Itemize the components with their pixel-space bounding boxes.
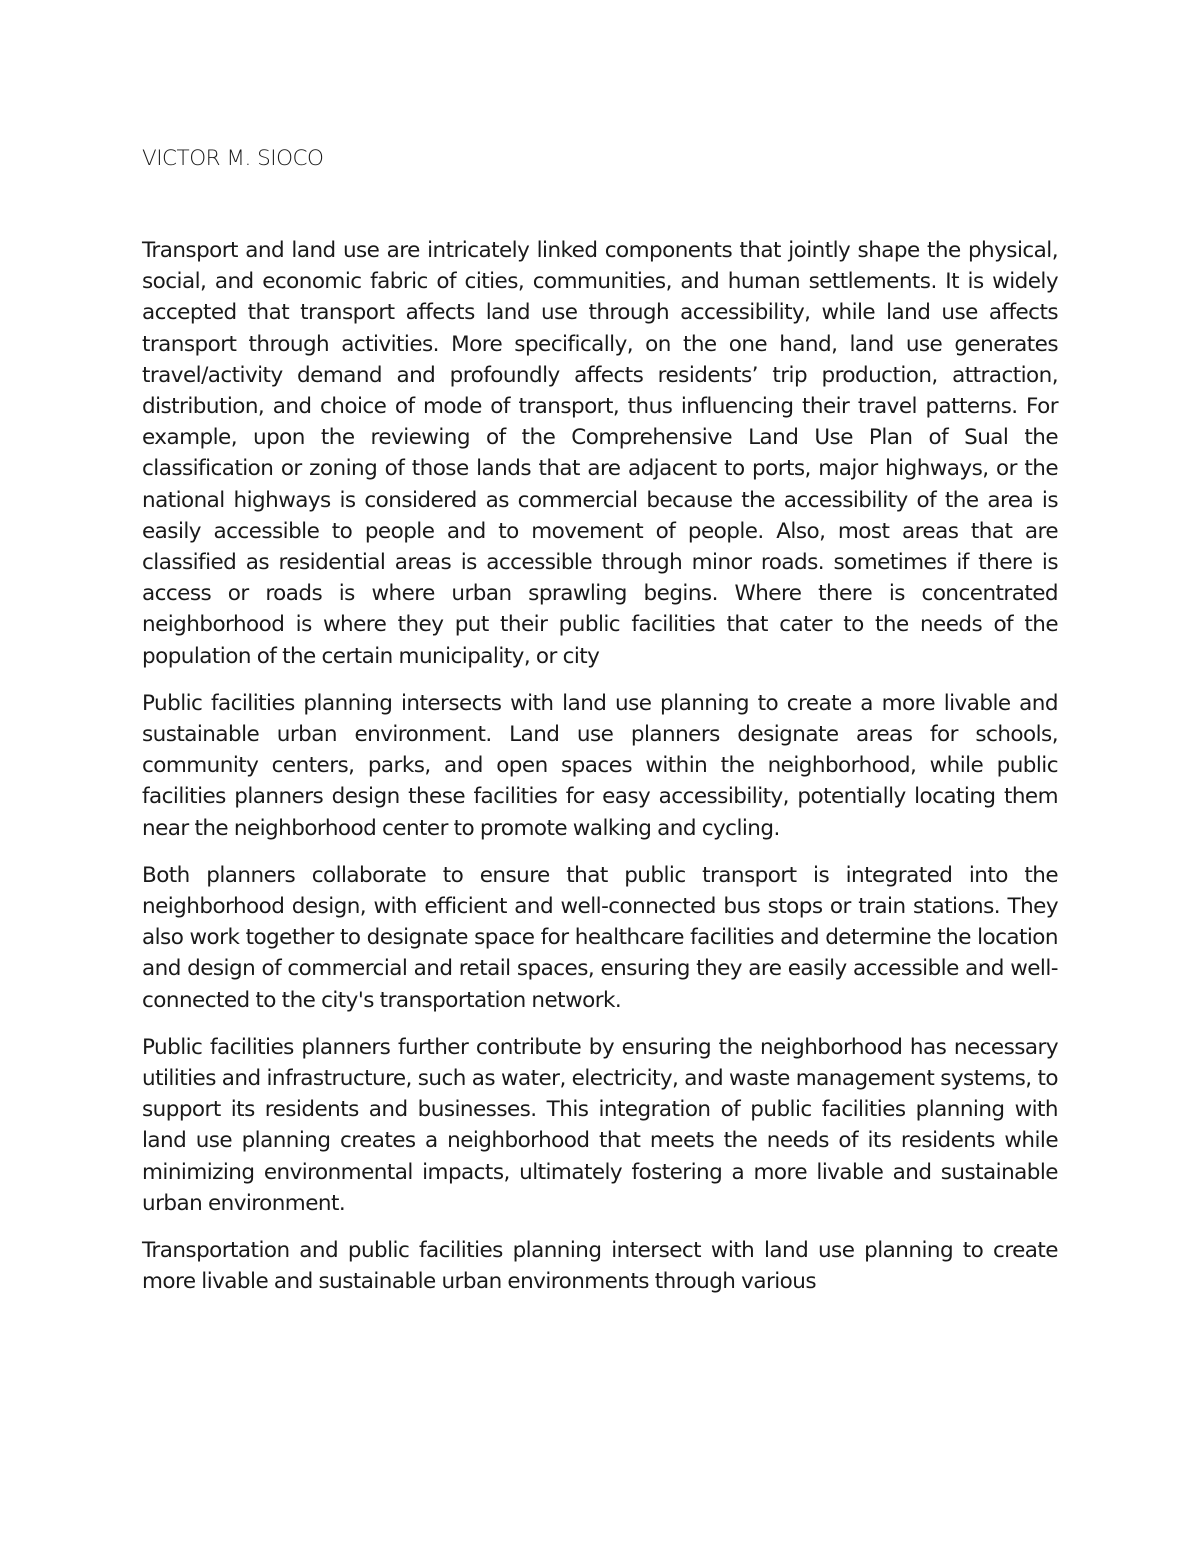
paragraph-utilities-infrastructure: Public facilities planners further contribute by ensuring the neighborhood has necessary utilities and infrastructure, such as water, electricity, and waste management systems, to support its residents and businesses. This integration of public facilities planning with land use planning creates a neighborhood that meets the needs of its residents while minimizing environmental impacts, ultimately fostering a more livable and sustainable urban environment. xyxy=(142,1034,1058,1216)
paragraph-transportation-intersect: Transportation and public facilities planning intersect with land use planning to create more livable and sustainable urban environments through various xyxy=(142,1238,1058,1295)
paragraph-public-facilities: Public facilities planning intersects with land use planning to create a more livable and sustainable urban environment. Land use planners designate areas for schools, community centers, parks, and open spaces within the neighborhood, while public facilities planners design these facilities for easy accessibility, potentially locating them near the neighborhood center to promote walking and cycling. xyxy=(142,690,1058,841)
author-name: VICTOR M. SIOCO xyxy=(142,146,324,171)
document-body xyxy=(142,145,1058,1314)
paragraph-planner-collaboration: Both planners collaborate to ensure that public transport is integrated into the neighborhood design, with efficient and well-connected bus stops or train stations. They also work together to designate space for healthcare facilities and determine the location and design of commercial and retail spaces, ensuring they are easily accessible and well-connected to the city's transportation network. xyxy=(142,862,1058,1013)
paragraph-transport-land-use: Transport and land use are intricately linked components that jointly shape the physical, social, and economic fabric of cities, communities, and human settlements. It is widely accepted that transport affects land use through accessibility, while land use affects transport through activities. More specifically, on the one hand, land use generates travel/activity demand and profoundly affects residents’ trip production, attraction, distribution, and choice of mode of transport, thus influencing their travel patterns. For example, upon the reviewing of the Comprehensive Land Use Plan of Sual the classification or zoning of those lands that are adjacent to ports, major highways, or the national highways is considered as commercial because the accessibility of the area is easily accessible to people and to movement of people. Also, most areas that are classified as residential areas is accessible through minor roads. sometimes if there is access or roads is where urban sprawling begins. Where there is concentrated neighborhood is where they put their public facilities that cater to the needs of the population of the certain municipality, or city xyxy=(142,238,1058,669)
